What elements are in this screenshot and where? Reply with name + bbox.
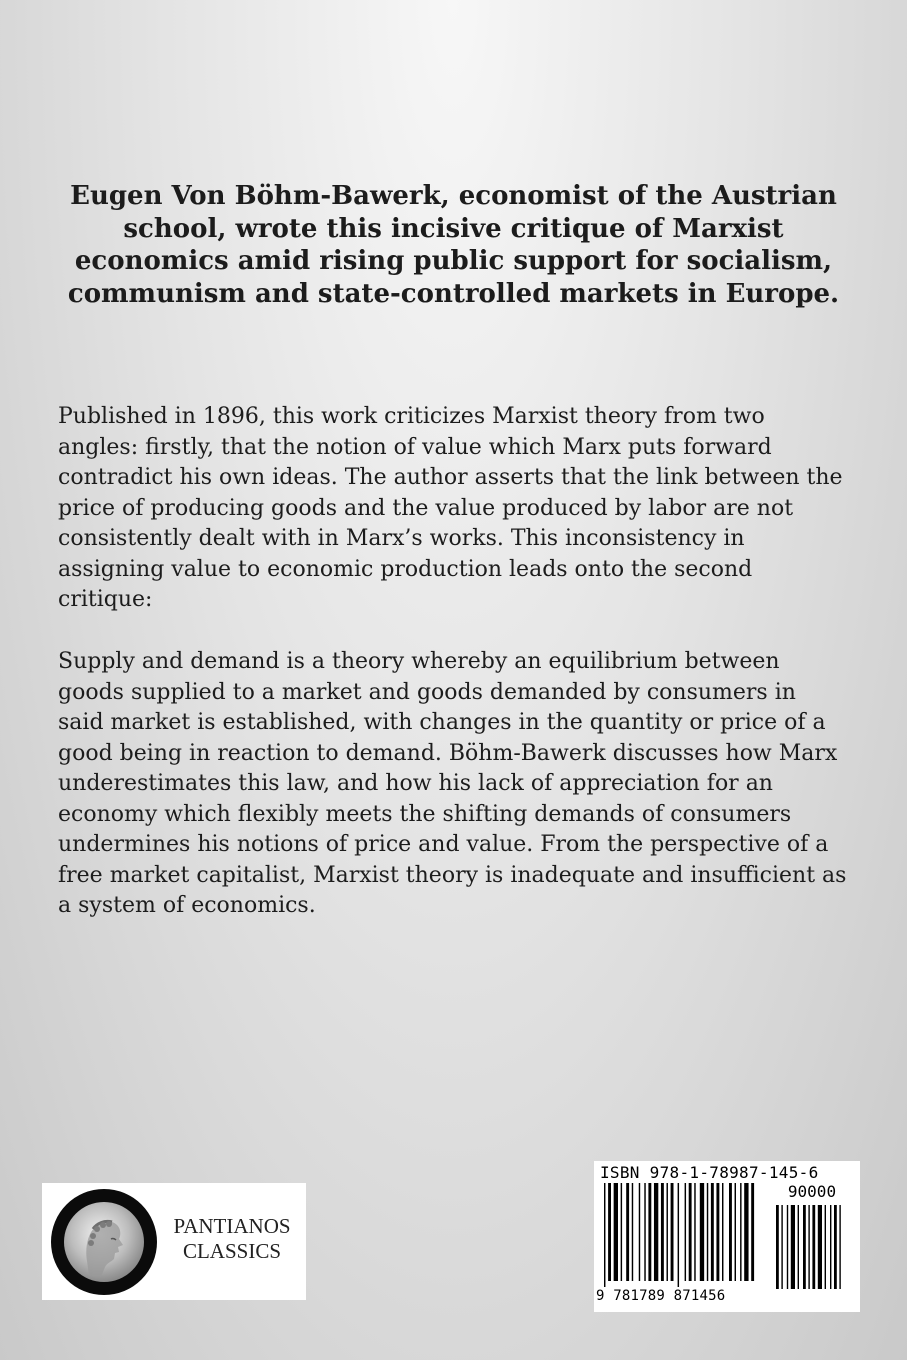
addon-bar: [839, 1205, 840, 1289]
barcode-bar: [614, 1183, 618, 1281]
addon-bar: [791, 1205, 795, 1289]
barcode-bar: [608, 1183, 611, 1281]
addon-bar: [830, 1205, 831, 1289]
addon-bar: [803, 1205, 806, 1289]
barcode-bar: [685, 1183, 686, 1281]
barcode-bar: [689, 1183, 692, 1281]
addon-bar: [825, 1205, 826, 1289]
addon-bar: [787, 1205, 788, 1289]
publisher-name-line1: PANTIANOS: [173, 1214, 291, 1238]
description-paragraph-1: Published in 1896, this work criticizes Marxist theory from two angles: firstly, that the notion of value which Marx puts forward contradict his own ideas. The author asserts that the link between the price of producing goods and the value produced by labor are not consistently dealt with in Marx’s works. This inconsistency in assigning value to economic production leads onto the second critique:: [58, 404, 843, 612]
barcode-bar: [678, 1183, 679, 1287]
barcode-bar: [648, 1183, 651, 1281]
barcode-bar: [667, 1183, 668, 1281]
addon-bar: [818, 1205, 822, 1289]
publisher-logo: [42, 1183, 306, 1300]
addon-bar: [808, 1205, 809, 1289]
barcode-bar: [671, 1183, 674, 1281]
barcode-bar: [654, 1183, 658, 1281]
addon-bar: [834, 1205, 837, 1289]
isbn-barcode: [594, 1161, 860, 1312]
barcode-bar: [644, 1183, 645, 1281]
barcode-bar: [751, 1183, 754, 1281]
addon-bar: [798, 1205, 799, 1289]
barcode-bar: [707, 1183, 708, 1281]
barcode-bar: [711, 1183, 714, 1281]
barcode-bar: [740, 1183, 741, 1281]
barcode-bar: [722, 1183, 723, 1281]
barcode-bar: [639, 1183, 640, 1281]
coin-portrait-icon: [51, 1189, 157, 1295]
barcode-bar: [626, 1183, 629, 1281]
barcode-bar: [694, 1183, 695, 1281]
addon-bar: [776, 1205, 779, 1289]
barcode-bar: [716, 1183, 719, 1281]
addon-bar: [781, 1205, 782, 1289]
barcode-bar: [729, 1183, 732, 1281]
addon-bar: [812, 1205, 815, 1289]
description-paragraph-2: Supply and demand is a theory whereby an equilibrium between goods supplied to a market and goods demanded by consumers in said market is established, with changes in the quantity or price of a good being in reaction to demand. Böhm-Bawerk discusses how Marx underestimates this law, and how his lack of appreciation for an economy which flexibly meets the shifting demands of consumers undermines his notions of price and value. From the perspective of a free market capitalist, Marxist theory is inadequate and insufficient as a system of economics.: [58, 649, 847, 918]
barcode-bar: [744, 1183, 748, 1281]
barcode-bar: [700, 1183, 704, 1281]
price-code: 90000: [787, 1182, 837, 1201]
barcode-bar: [621, 1183, 622, 1281]
book-summary: Eugen Von Böhm-Bawerk, economist of the Austrian school, wrote this incisive critique of Marxist economics amid rising public support for socialism, communism and state-controlled markets in Europe.: [67, 181, 840, 309]
ean-digits: 9 781789 871456: [596, 1288, 726, 1304]
barcode-bar: [632, 1183, 633, 1281]
isbn-label: ISBN 978-1-78987-145-6: [600, 1163, 819, 1182]
barcode-bar: [604, 1183, 605, 1287]
barcode-bar: [661, 1183, 664, 1281]
publisher-name-line2: CLASSICS: [182, 1239, 282, 1263]
barcode-bar: [735, 1183, 736, 1281]
